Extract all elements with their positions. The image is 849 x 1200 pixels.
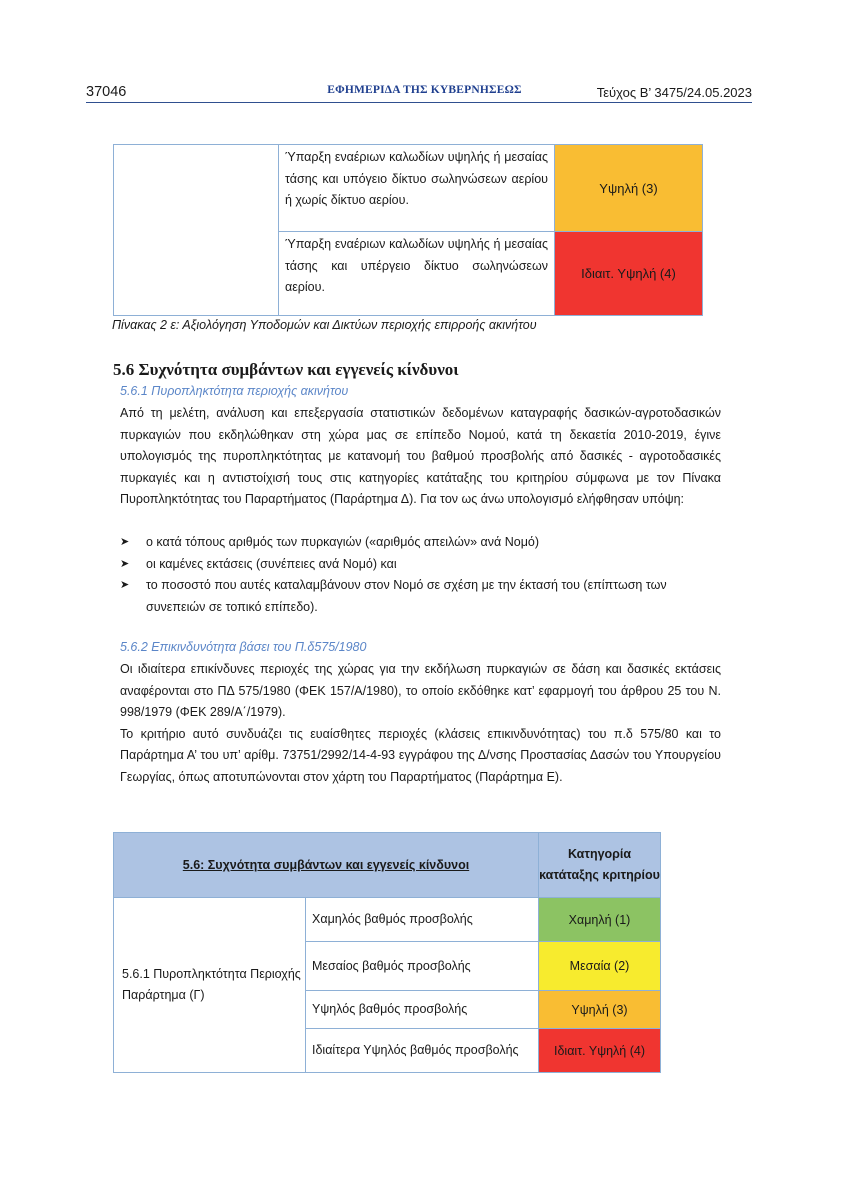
list-item [120, 554, 721, 576]
body-paragraph [120, 659, 721, 789]
row-group-label: 5.6.1 Πυροπληκτότητα Περιοχής Παράρτημα (Γ) [114, 898, 306, 1073]
table-row [114, 898, 661, 942]
paragraph-text: Το κριτήριο αυτό συνδυάζει τις ευαίσθητες περιοχές (κλάσεις επικινδυνότητας) του π.δ 575/80 και το Παράρτημα Α’ του υπ’ αρίθμ. 73751/2992/14-4-93 εγγράφου της Δ/νσης Προστασίας Δασών του Υπουργείου Γεωργίας, όπως αποτυπώνονται στον χάρτη του Παραρτήματος (Παράρτημα Ε). [120, 726, 721, 784]
category-badge-very-high: Ιδιαιτ. Υψηλή (4) [539, 1029, 661, 1073]
paragraph-text: Οι ιδιαίτερα επικίνδυνες περιοχές της χώρας για την εκδήλωση πυρκαγιών σε δάση και δασικές εκτάσεις αναφέρονται στο ΠΔ 575/1980 (ΦΕΚ 157/Α/1980), το οποίο εκδόθηκε κατ’ εφαρμογή του άρθρου 25 του Ν. 998/1979 (ΦΕΚ 289/Α΄/1979). [120, 662, 721, 720]
list-item-text: οι καμένες εκτάσεις (συνέπειες ανά Νομό) και [146, 556, 397, 571]
category-badge-medium: Μεσαία (2) [539, 942, 661, 991]
table-cell-description: Χαμηλός βαθμός προσβολής [306, 898, 539, 942]
table-header-category: Κατηγορία κατάταξης κριτηρίου [539, 833, 661, 898]
criterion-table [113, 832, 661, 1073]
list-item-text: ο κατά τόπους αριθμός των πυρκαγιών («αριθμός απειλών» ανά Νομό) [146, 535, 540, 549]
infrastructure-table [113, 144, 703, 316]
bullet-list [120, 532, 721, 618]
table-cell-description: Ύπαρξη εναέριων καλωδίων υψηλής ή μεσαίας τάσης και υπέργειο δίκτυο σωληνώσεων αερίου. [279, 232, 555, 316]
subsection-heading: 5.6.1 Πυροπληκτότητα περιοχής ακινήτου [120, 384, 349, 398]
list-item-text: το ποσοστό που αυτές καταλαμβάνουν στον Νομό σε σχέση με την έκτασή του (επίπτωση των συνεπειών σε τοπικό επίπεδο). [146, 578, 667, 614]
category-badge-high: Υψηλή (3) [555, 145, 703, 232]
body-paragraph [120, 403, 721, 511]
paragraph-text: Από τη μελέτη, ανάλυση και επεξεργασία στατιστικών δεδομένων καταγραφής δασικών-αγροτοδασικών πυρκαγιών που εκδηλώθηκαν στη χώρα μας σε επίπεδο Νομού, κατά τη δεκαετία 2010-2019, έγινε υπολογισμός της πυροπληκτότητας με κατανομή του βαθμού προσβολής από δασικές - αγροτοδασικές πυρκαγιές και η αντιστοίχισή τους στις κατηγορίες κατάταξης του κριτηρίου σύμφωνα με τον Πίνακα Πυροπληκτότητας του Παραρτήματος (Παράρτημα Δ). Για τον ως άνω υπολογισμό ελήφθησαν υπόψη: [120, 406, 721, 507]
arrow-bullet-icon: ➤ [120, 536, 130, 548]
arrow-bullet-icon: ➤ [120, 557, 130, 570]
category-badge-low: Χαμηλή (1) [539, 898, 661, 942]
list-item [120, 532, 721, 554]
table-cell-description: Ιδιαίτερα Υψηλός βαθμός προσβολής [306, 1029, 539, 1073]
arrow-bullet-icon: ➤ [120, 579, 130, 592]
table-cell-description: Υψηλός βαθμός προσβολής [306, 991, 539, 1029]
table-cell-description: Ύπαρξη εναέριων καλωδίων υψηλής ή μεσαίας τάσης και υπόγειο δίκτυο σωληνώσεων αερίου ή χωρίς δίκτυο αερίου. [279, 145, 555, 232]
table-header-title [114, 833, 539, 898]
table-header-row [114, 833, 661, 898]
list-item [120, 575, 721, 618]
subsection-heading: 5.6.2 Επικινδυνότητα βάσει του Π.δ575/1980 [120, 640, 367, 654]
issue-number: Τεύχος Β’ 3475/24.05.2023 [596, 85, 752, 100]
table-caption: Πίνακας 2 ε: Αξιολόγηση Υποδομών και Δικτύων περιοχής επιρροής ακινήτου [112, 318, 537, 332]
table-row [114, 145, 703, 232]
table-title: 5.6: Συχνότητα συμβάντων και εγγενείς κίνδυνοι [182, 858, 470, 872]
table-cell-description: Μεσαίος βαθμός προσβολής [306, 942, 539, 991]
category-badge-high: Υψηλή (3) [539, 991, 661, 1029]
category-badge-very-high: Ιδιαιτ. Υψηλή (4) [555, 232, 703, 316]
page-number: 37046 [86, 84, 127, 100]
table-empty-cell [114, 145, 279, 316]
section-title: 5.6 Συχνότητα συμβάντων και εγγενείς κίνδυνοι [113, 360, 459, 379]
header-rule [86, 102, 752, 103]
gazette-title: ΕΦΗΜΕΡΙΔΑ ΤΗΣ ΚΥΒΕΡΝΗΣΕΩΣ [327, 84, 522, 96]
